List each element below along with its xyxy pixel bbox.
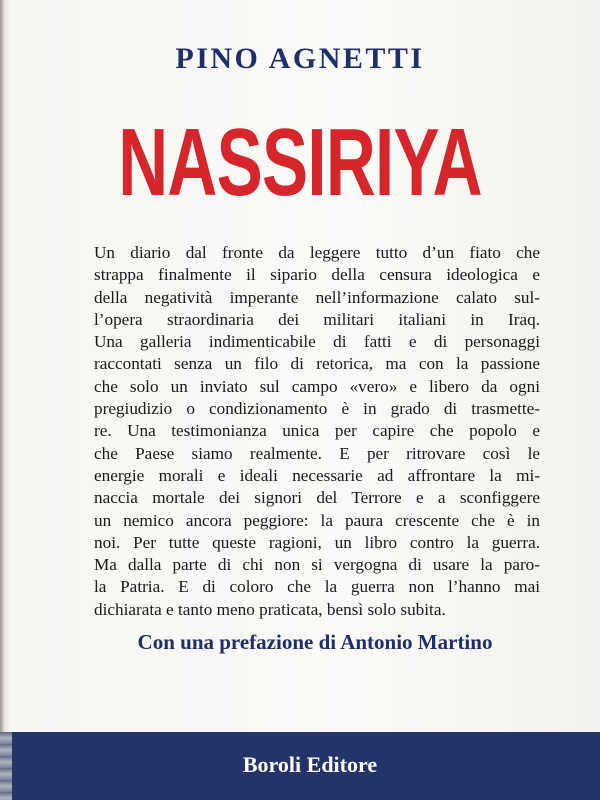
author-name: PINO AGNETTI — [175, 42, 425, 75]
blurb-line: Una galleria indimenticabile di fatti e di personaggi — [94, 332, 540, 352]
blurb-line: raccontati senza un filo di retorica, ma con la passione — [94, 354, 540, 374]
publisher-name: Boroli Editore — [242, 752, 378, 777]
blurb-line: energie morali e ideali necessarie ad affrontare la mi- — [94, 465, 540, 485]
blurb-line: della negatività imperante nell’informazione calato sul- — [94, 287, 540, 307]
preface-credit: Con una prefazione di Antonio Martino — [137, 630, 493, 654]
blurb-line: un nemico ancora peggiore: la paura crescente che è in — [94, 510, 540, 530]
blurb-line: che solo un inviato sul campo «vero» e libero da ogni — [94, 376, 540, 396]
blurb-line: re. Una testimonianza unica per capire che popolo e — [94, 421, 540, 441]
blurb-line: pregiudizio o condizionamento è in grado di trasmette- — [94, 399, 540, 419]
blurb-line: dichiarata e tanto meno praticata, bensì solo subita. — [94, 599, 446, 619]
blurb-line: naccia mortale dei signori del Terrore e a sconfiggere — [94, 488, 540, 508]
blurb-line: che Paese siamo realmente. E per ritrovare così le — [94, 443, 540, 463]
blurb-line: noi. Per tutte queste ragioni, un libro contro la guerra. — [94, 532, 540, 552]
book-title: NASSIRIYA — [118, 109, 482, 216]
cover-spine-edge — [0, 0, 4, 800]
blurb-line: Un diario dal fronte da leggere tutto d’un fiato che — [94, 243, 540, 262]
blurb-line: la Patria. E di coloro che la guerra non l’hanno mai — [94, 577, 540, 597]
blurb-text — [94, 242, 540, 621]
blurb-line: l’opera straordinaria dei militari italiani in Iraq. — [94, 309, 540, 329]
blurb-line: Ma dalla parte di chi non si vergogna di usare la paro- — [94, 555, 540, 575]
blurb-line: strappa finalmente il sipario della censura ideologica e — [94, 265, 540, 285]
